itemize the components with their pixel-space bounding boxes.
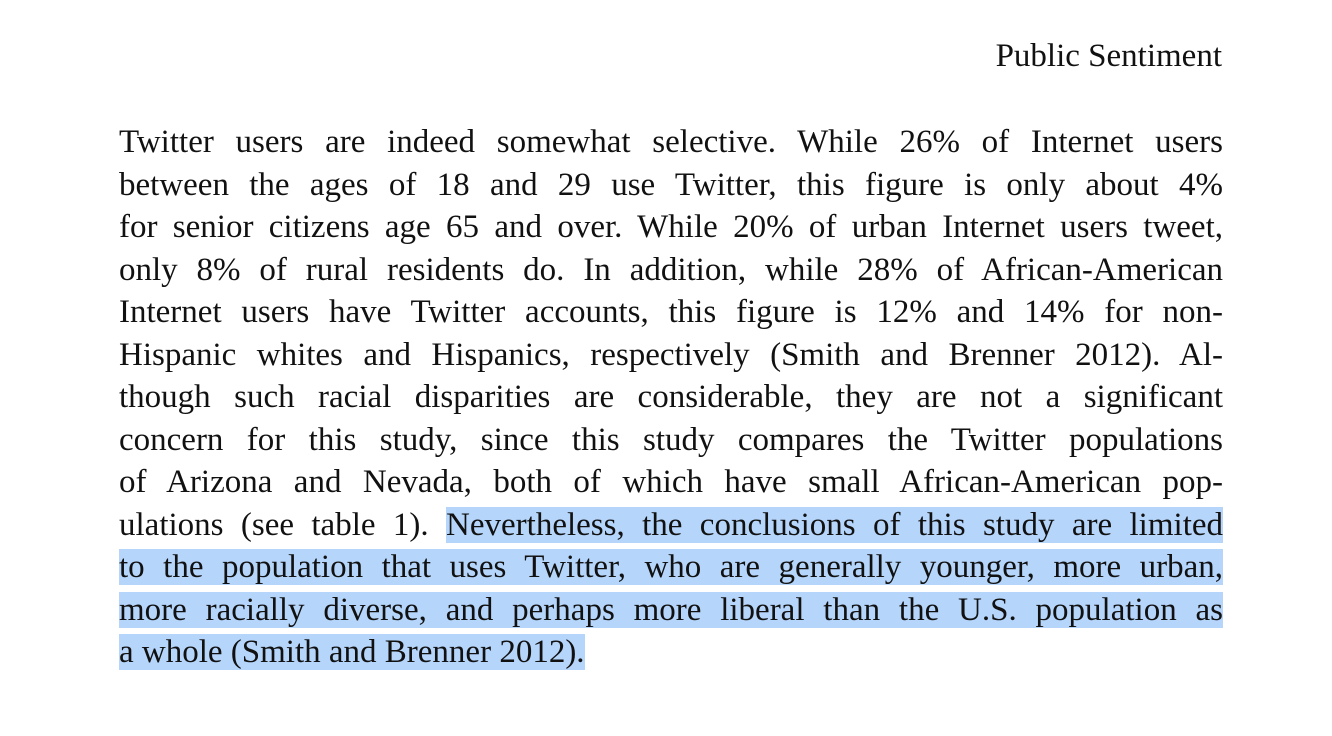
- running-header: Public Sentiment: [995, 38, 1222, 74]
- text-selection[interactable]: a whole (Smith and Brenner 2012).: [119, 634, 585, 670]
- text-selection[interactable]: to the population that uses Twitter, who are generally younger, more urban,: [119, 549, 1223, 585]
- text-selection[interactable]: Nevertheless, the conclusions of this study are limited: [446, 506, 1224, 543]
- text-selection[interactable]: more racially diverse, and perhaps more liberal than the U.S. population as: [119, 591, 1223, 628]
- text-line[interactable]: Hispanic whites and Hispanics, respectively (Smith and Brenner 2012). Al-: [119, 336, 1223, 373]
- text-line[interactable]: concern for this study, since this study compares the Twitter populations: [119, 421, 1223, 458]
- text-line[interactable]: of Arizona and Nevada, both of which have small African-American pop-: [119, 464, 1223, 500]
- body-paragraph[interactable]: [119, 121, 1223, 674]
- text-line[interactable]: though such racial disparities are considerable, they are not a significant: [119, 379, 1223, 415]
- text-segment[interactable]: ulations (see table 1).: [119, 506, 429, 543]
- text-line[interactable]: for senior citizens age 65 and over. While 20% of urban Internet users tweet,: [119, 209, 1223, 245]
- text-line-selected[interactable]: [119, 546, 1223, 589]
- text-line[interactable]: between the ages of 18 and 29 use Twitter, this figure is only about 4%: [119, 166, 1223, 203]
- text-line[interactable]: only 8% of rural residents do. In addition, while 28% of African-American: [119, 251, 1223, 288]
- text-line-selected[interactable]: [119, 631, 1223, 674]
- text-line-selected[interactable]: [119, 589, 1223, 632]
- text-line[interactable]: Twitter users are indeed somewhat selective. While 26% of Internet users: [119, 124, 1223, 160]
- text-line[interactable]: Internet users have Twitter accounts, this figure is 12% and 14% for non-: [119, 294, 1223, 330]
- text-line[interactable]: [119, 504, 1223, 547]
